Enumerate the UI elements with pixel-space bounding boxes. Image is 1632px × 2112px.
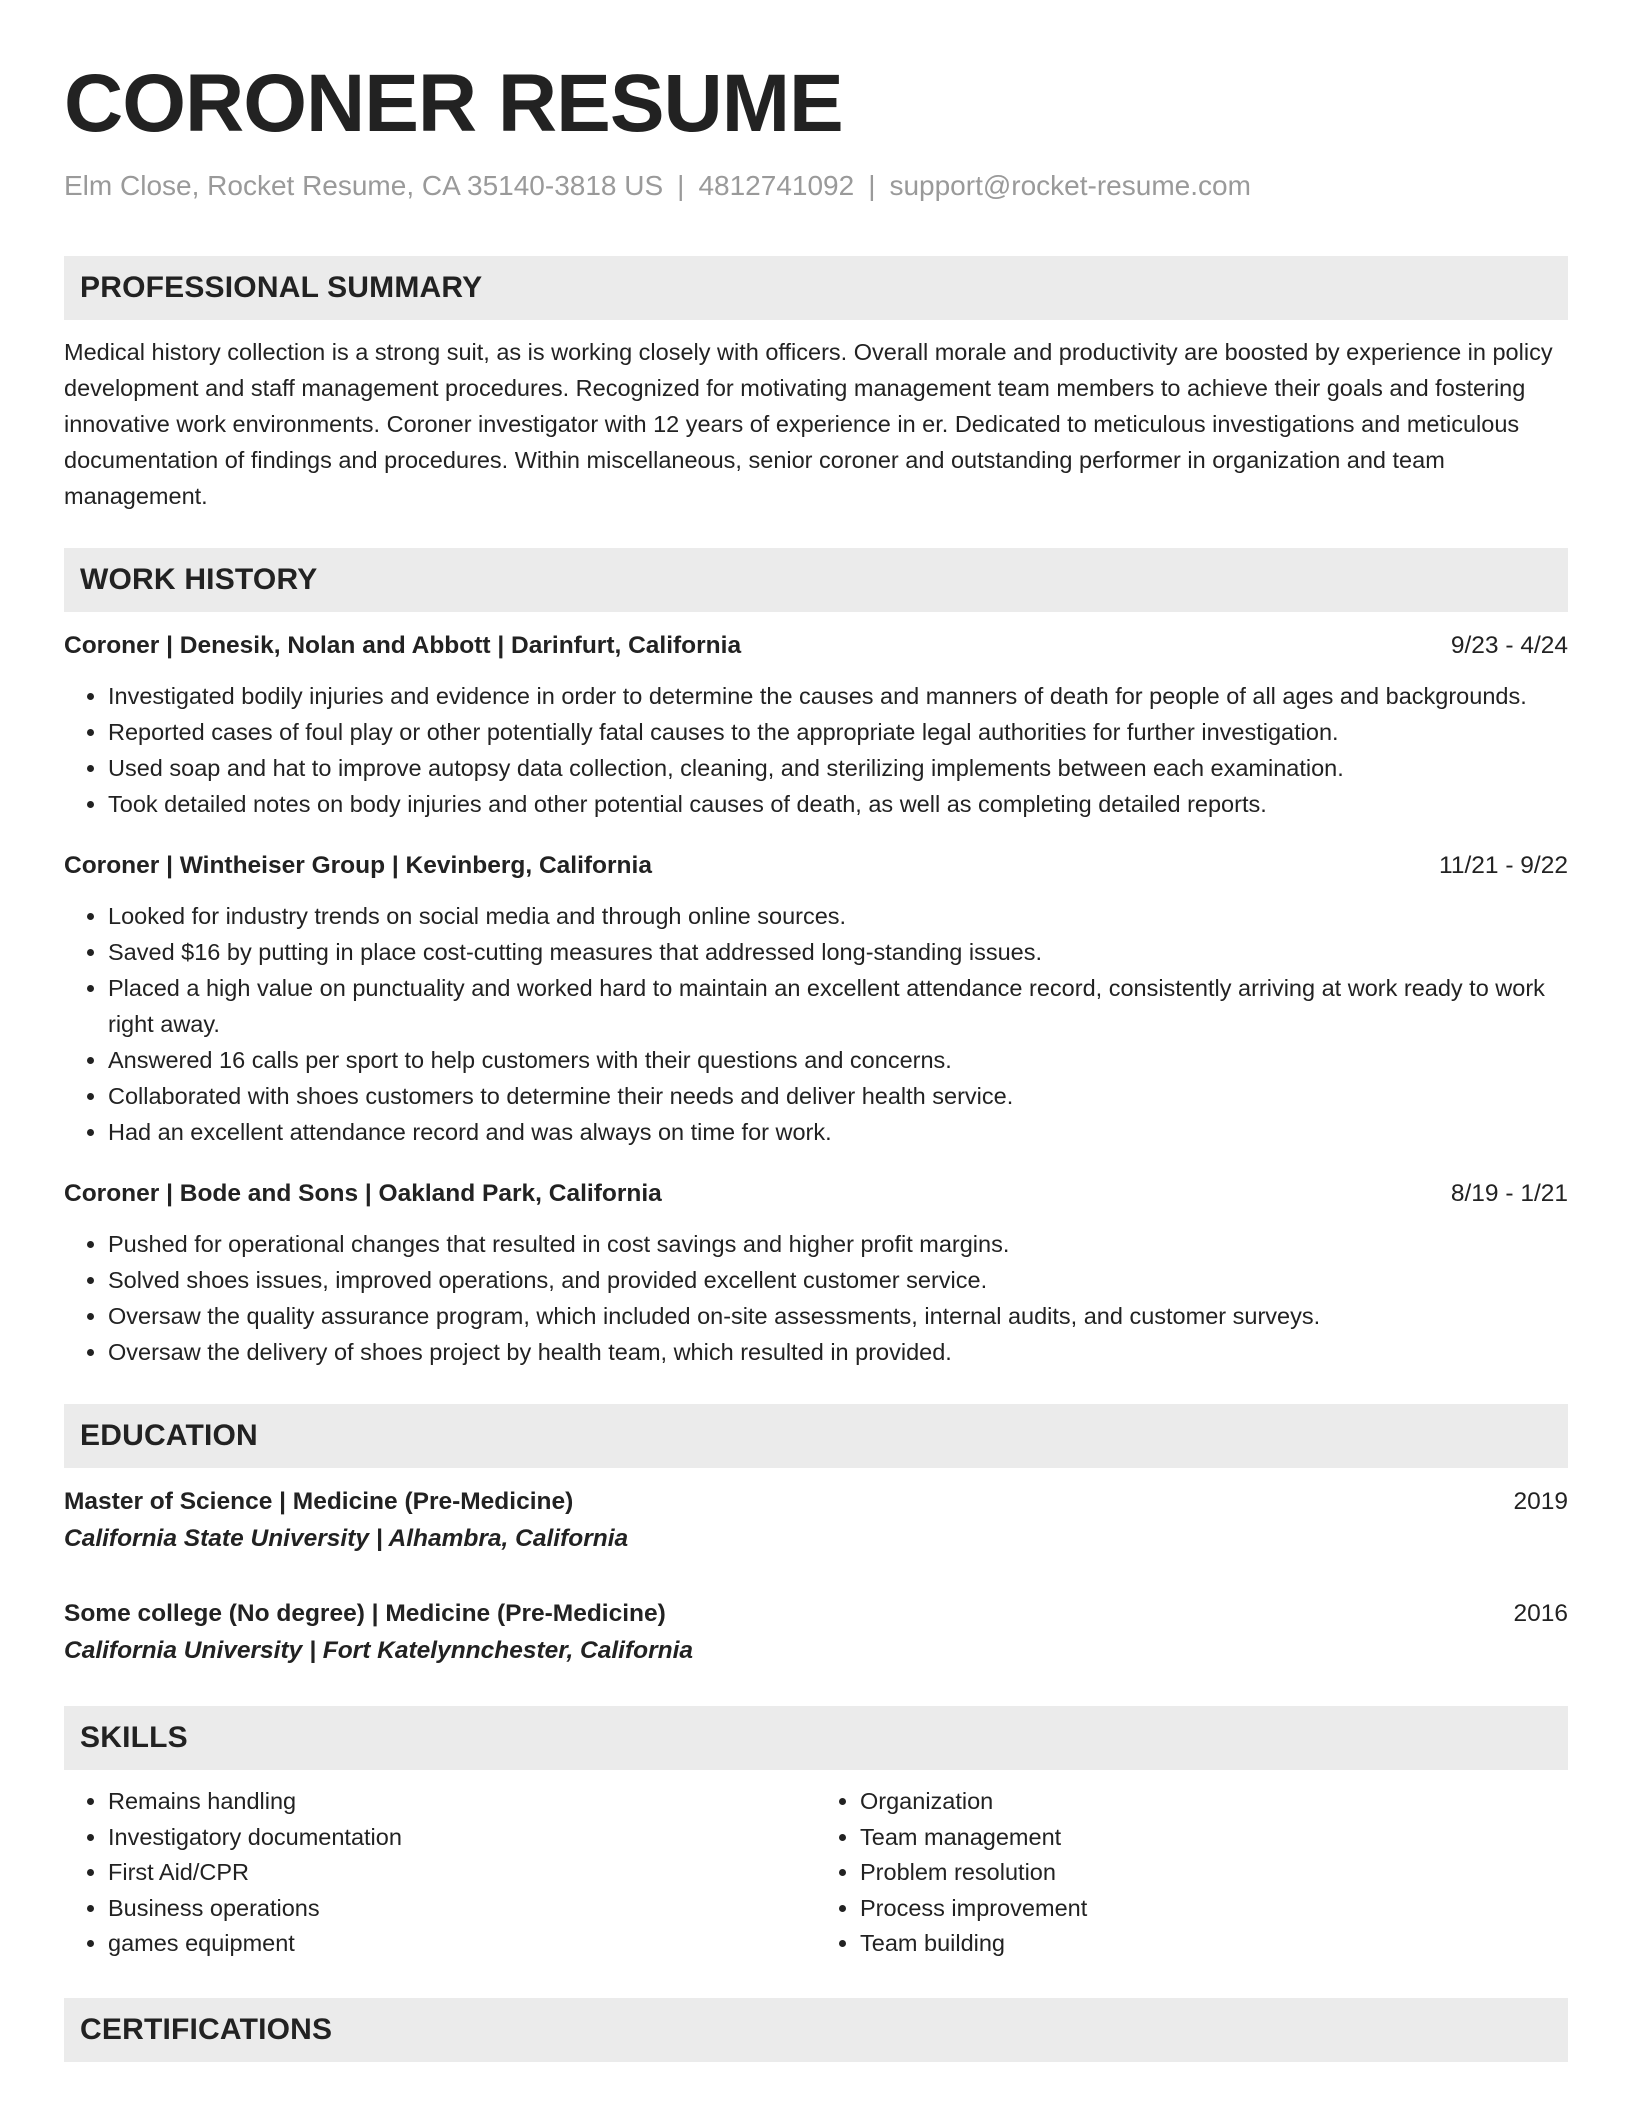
job-entry: [64, 1176, 1568, 1370]
job-bullets: [64, 678, 1568, 822]
job-bullet: • Pushed for operational changes that resulted in cost savings and higher profit margins.: [108, 1226, 1568, 1262]
job-bullet: • Oversaw the quality assurance program, which included on-site assessments, internal audits, and customer surveys.: [108, 1298, 1568, 1334]
contact-separator: |: [677, 170, 685, 201]
job-bullet: • Placed a high value on punctuality and worked hard to maintain an excellent attendance record, consistently arriving at work ready to work right away.: [108, 970, 1568, 1042]
skill-item: • First Aid/CPR: [108, 1855, 816, 1891]
job-bullet: • Had an excellent attendance record and was always on time for work.: [108, 1114, 1568, 1150]
education-year: 2019: [1513, 1488, 1568, 1515]
skill-item: • Problem resolution: [860, 1855, 1568, 1891]
job-title: Coroner | Denesik, Nolan and Abbott | Darinfurt, California: [64, 632, 742, 659]
skill-item: • Business operations: [108, 1891, 816, 1927]
job-dates: 11/21 - 9/22: [1439, 852, 1568, 879]
phone-text: 4812741092: [698, 170, 855, 201]
contact-line: [64, 168, 1568, 204]
skill-item: • Organization: [860, 1784, 1568, 1820]
section-heading-certifications: CERTIFICATIONS: [64, 1998, 1568, 2062]
job-dates: 8/19 - 1/21: [1450, 1180, 1568, 1207]
education-school: California State University | Alhambra, California: [64, 1525, 629, 1552]
skills-column-left: [64, 1784, 816, 1962]
skill-item: • Team management: [860, 1820, 1568, 1856]
section-heading-summary: PROFESSIONAL SUMMARY: [64, 256, 1568, 320]
job-bullet: • Answered 16 calls per sport to help customers with their questions and concerns.: [108, 1042, 1568, 1078]
education-degree: Some college (No degree) | Medicine (Pre-Medicine): [64, 1600, 666, 1627]
job-title: Coroner | Bode and Sons | Oakland Park, California: [64, 1180, 662, 1207]
address-text: Elm Close, Rocket Resume, CA 35140-3818 US: [64, 170, 664, 201]
skill-item: • Investigatory documentation: [108, 1820, 816, 1856]
education-entry: [64, 1484, 1568, 1558]
resume-title: CORONER RESUME: [64, 58, 843, 149]
job-bullet: • Investigated bodily injuries and evidence in order to determine the causes and manners of death for people of all ages and backgrounds.: [108, 678, 1568, 714]
summary-text: Medical history collection is a strong suit, as is working closely with officers. Overall morale and productivity are boosted by experience in policy development and staff management procedures. Recognized for motivating management team members to achieve their goals and fostering innovative work environments. Coroner investigator with 12 years of experience in er. Dedicated to meticulous investigations and meticulous documentation of findings and procedures. Within miscellaneous, senior coroner and outstanding performer in organization and team management.: [64, 339, 1553, 509]
job-title: Coroner | Wintheiser Group | Kevinberg, California: [64, 852, 652, 879]
skills-column-right: [816, 1784, 1568, 1962]
education-school: California University | Fort Katelynnchester, California: [64, 1637, 694, 1664]
contact-separator: |: [868, 170, 876, 201]
job-dates: 9/23 - 4/24: [1450, 632, 1568, 659]
job-bullet: • Solved shoes issues, improved operations, and provided excellent customer service.: [108, 1262, 1568, 1298]
education-header: [64, 1484, 1568, 1520]
job-bullets: [64, 1226, 1568, 1370]
skill-item: • Team building: [860, 1926, 1568, 1962]
job-bullet: • Saved $16 by putting in place cost-cutting measures that addressed long-standing issues.: [108, 934, 1568, 970]
job-bullet: • Reported cases of foul play or other potentially fatal causes to the appropriate legal authorities for further investigation.: [108, 714, 1568, 750]
job-bullet: • Oversaw the delivery of shoes project by health team, which resulted in provided.: [108, 1334, 1568, 1370]
job-entry: [64, 628, 1568, 822]
education-header: [64, 1596, 1568, 1632]
section-heading-education: EDUCATION: [64, 1404, 1568, 1468]
job-bullet: • Used soap and hat to improve autopsy data collection, cleaning, and sterilizing implements between each examination.: [108, 750, 1568, 786]
job-bullets: [64, 898, 1568, 1150]
job-bullet: • Collaborated with shoes customers to determine their needs and deliver health service.: [108, 1078, 1568, 1114]
job-header: [64, 848, 1568, 884]
job-header: [64, 1176, 1568, 1212]
job-bullet: • Looked for industry trends on social media and through online sources.: [108, 898, 1568, 934]
education-degree: Master of Science | Medicine (Pre-Medicine): [64, 1488, 574, 1515]
section-heading-skills: SKILLS: [64, 1706, 1568, 1770]
job-bullet: • Took detailed notes on body injuries and other potential causes of death, as well as completing detailed reports.: [108, 786, 1568, 822]
education-year: 2016: [1513, 1600, 1568, 1627]
skill-item: • games equipment: [108, 1926, 816, 1962]
skill-item: • Process improvement: [860, 1891, 1568, 1927]
education-entry: [64, 1596, 1568, 1670]
section-heading-work-history: WORK HISTORY: [64, 548, 1568, 612]
job-entry: [64, 848, 1568, 1150]
skill-item: • Remains handling: [108, 1784, 816, 1820]
email-link[interactable]: support@rocket-resume.com: [889, 170, 1251, 201]
skills-list: [64, 1784, 1568, 1962]
job-header: [64, 628, 1568, 664]
